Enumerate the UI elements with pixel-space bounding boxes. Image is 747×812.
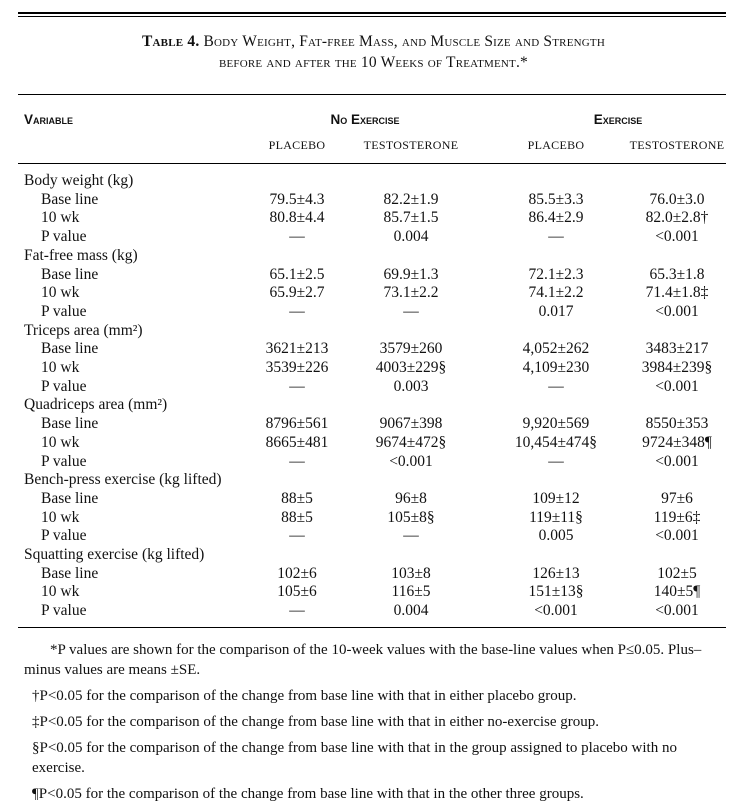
footnote-pilcrow: ¶P<0.05 for the comparison of the change from base line with that in the other three groups. [32, 786, 584, 802]
cell-placebo-exercise: 4,052±262 [522, 340, 590, 357]
cell-placebo-no-exercise: 88±5 [281, 509, 313, 526]
cell-placebo-exercise: — [548, 228, 564, 245]
table-number: Table 4. [142, 33, 200, 50]
row-label: Base line [41, 415, 99, 432]
cell-testosterone-no-exercise: 9067±398 [379, 415, 443, 432]
row-label: 10 wk [41, 583, 80, 600]
header-testosterone-2: TESTOSTERONE [629, 138, 725, 152]
row-category-label: Bench-press exercise (kg lifted) [24, 471, 222, 488]
cell-placebo-no-exercise: — [289, 378, 305, 395]
cell-placebo-exercise: 126±13 [532, 565, 580, 582]
cell-placebo-no-exercise: — [289, 303, 305, 320]
cell-testosterone-no-exercise: — [403, 527, 419, 544]
row-category-label: Fat-free mass (kg) [24, 247, 138, 264]
cell-placebo-exercise: — [548, 378, 564, 395]
cell-testosterone-exercise: 3984±239§ [641, 359, 713, 376]
cell-placebo-no-exercise: 65.1±2.5 [269, 266, 325, 283]
cell-testosterone-no-exercise: 85.7±1.5 [383, 209, 439, 226]
header-variable: Variable [24, 112, 74, 127]
footnote-asterisk: *P values are shown for the comparison of the 10-week values with the base-line values when P≤0.05. Plus–minus values are means ±SE. [24, 642, 702, 678]
row-label: P value [41, 527, 87, 544]
table-title [0, 31, 747, 52]
cell-placebo-no-exercise: — [289, 453, 305, 470]
header-placebo-1: PLACEBO [268, 138, 326, 152]
cell-placebo-exercise: 9,920±569 [522, 415, 590, 432]
cell-placebo-no-exercise: 88±5 [281, 490, 313, 507]
cell-placebo-exercise: 0.017 [538, 303, 574, 320]
header-rule [18, 163, 726, 164]
row-label: Base line [41, 340, 99, 357]
cell-placebo-no-exercise: 8796±561 [265, 415, 329, 432]
cell-testosterone-no-exercise: 0.003 [393, 378, 429, 395]
cell-testosterone-exercise: 102±5 [657, 565, 697, 582]
table-title-line2: before and after the 10 Weeks of Treatment.* [218, 54, 529, 71]
row-label: P value [41, 602, 87, 619]
row-category-label: Triceps area (mm²) [24, 322, 143, 339]
cell-testosterone-exercise: 82.0±2.8† [645, 209, 709, 226]
cell-testosterone-exercise: 119±6‡ [653, 509, 701, 526]
cell-testosterone-exercise: 3483±217 [645, 340, 709, 357]
cell-placebo-exercise: 0.005 [538, 527, 574, 544]
row-label: P value [41, 453, 87, 470]
row-label: P value [41, 303, 87, 320]
cell-placebo-no-exercise: 79.5±4.3 [269, 191, 325, 208]
cell-placebo-exercise: 10,454±474§ [514, 434, 598, 451]
cell-testosterone-exercise: 65.3±1.8 [649, 266, 705, 283]
row-label: Base line [41, 191, 99, 208]
cell-testosterone-exercise: 76.0±3.0 [649, 191, 705, 208]
cell-placebo-exercise: 119±11§ [529, 509, 583, 526]
cell-testosterone-no-exercise: 82.2±1.9 [383, 191, 439, 208]
header-testosterone-1: TESTOSTERONE [363, 138, 459, 152]
cell-placebo-no-exercise: 65.9±2.7 [269, 284, 325, 301]
footnote-dagger: †P<0.05 for the comparison of the change from base line with that in either placebo group. [32, 688, 577, 704]
bottom-rule [18, 627, 726, 628]
cell-placebo-no-exercise: — [289, 527, 305, 544]
header-exercise: Exercise [593, 112, 643, 127]
cell-testosterone-no-exercise: 116±5 [391, 583, 431, 600]
cell-testosterone-no-exercise: 103±8 [391, 565, 431, 582]
cell-placebo-exercise: <0.001 [534, 602, 578, 619]
cell-placebo-exercise: 4,109±230 [522, 359, 590, 376]
table-title-line1: Body Weight, Fat-free Mass, and Muscle Size and Strength [203, 33, 605, 50]
cell-placebo-no-exercise: — [289, 602, 305, 619]
cell-placebo-no-exercise: 102±6 [277, 565, 317, 582]
cell-testosterone-exercise: 97±6 [661, 490, 693, 507]
cell-placebo-no-exercise: 105±6 [277, 583, 317, 600]
cell-testosterone-exercise: <0.001 [655, 527, 699, 544]
cell-testosterone-no-exercise: 105±8§ [387, 509, 435, 526]
cell-testosterone-no-exercise: 9674±472§ [375, 434, 447, 451]
cell-testosterone-no-exercise: 69.9±1.3 [383, 266, 439, 283]
cell-testosterone-exercise: 140±5¶ [653, 583, 701, 600]
row-category-label: Quadriceps area (mm²) [24, 396, 168, 413]
footnotes [24, 640, 724, 810]
cell-testosterone-no-exercise: 96±8 [395, 490, 427, 507]
cell-placebo-exercise: 151±13§ [528, 583, 584, 600]
cell-testosterone-no-exercise: 0.004 [393, 228, 429, 245]
cell-testosterone-no-exercise: 3579±260 [379, 340, 443, 357]
cell-testosterone-no-exercise: <0.001 [389, 453, 433, 470]
cell-placebo-exercise: 74.1±2.2 [528, 284, 584, 301]
cell-testosterone-exercise: <0.001 [655, 602, 699, 619]
cell-placebo-exercise: 72.1±2.3 [528, 266, 584, 283]
cell-placebo-no-exercise: 80.8±4.4 [269, 209, 325, 226]
row-label: 10 wk [41, 509, 80, 526]
cell-testosterone-exercise: 71.4±1.8‡ [645, 284, 709, 301]
cell-placebo-exercise: 85.5±3.3 [528, 191, 584, 208]
cell-testosterone-no-exercise: 0.004 [393, 602, 429, 619]
cell-testosterone-exercise: 9724±348¶ [642, 434, 712, 451]
cell-placebo-no-exercise: 3539±226 [265, 359, 329, 376]
row-label: 10 wk [41, 359, 80, 376]
row-label: 10 wk [41, 284, 80, 301]
row-label: Base line [41, 565, 99, 582]
row-label: 10 wk [41, 434, 80, 451]
top-rule-thick [18, 12, 726, 14]
cell-testosterone-exercise: <0.001 [655, 228, 699, 245]
cell-testosterone-exercise: <0.001 [655, 303, 699, 320]
cell-placebo-exercise: 109±12 [532, 490, 580, 507]
cell-placebo-exercise: 86.4±2.9 [528, 209, 584, 226]
cell-placebo-exercise: — [548, 453, 564, 470]
footnote-double-dagger: ‡P<0.05 for the comparison of the change from base line with that in either no-exercise group. [32, 714, 600, 730]
row-category-label: Body weight (kg) [24, 172, 134, 189]
row-category-label: Squatting exercise (kg lifted) [24, 546, 205, 563]
cell-testosterone-no-exercise: — [403, 303, 419, 320]
cell-placebo-no-exercise: 8665±481 [265, 434, 329, 451]
footnote-section: §P<0.05 for the comparison of the change from base line with that in the group assigned to placebo with no exercise. [32, 740, 677, 776]
row-label: Base line [41, 266, 99, 283]
row-label: P value [41, 228, 87, 245]
cell-testosterone-no-exercise: 4003±229§ [375, 359, 447, 376]
cell-testosterone-exercise: <0.001 [655, 378, 699, 395]
row-label: P value [41, 378, 87, 395]
header-placebo-2: PLACEBO [527, 138, 585, 152]
title-rule [18, 94, 726, 95]
cell-placebo-no-exercise: — [289, 228, 305, 245]
cell-placebo-no-exercise: 3621±213 [265, 340, 329, 357]
top-rule-thin [18, 16, 726, 17]
cell-testosterone-exercise: 8550±353 [645, 415, 709, 432]
row-label: 10 wk [41, 209, 80, 226]
row-label: Base line [41, 490, 99, 507]
header-no-exercise: No Exercise [330, 112, 400, 127]
cell-testosterone-no-exercise: 73.1±2.2 [383, 284, 439, 301]
cell-testosterone-exercise: <0.001 [655, 453, 699, 470]
